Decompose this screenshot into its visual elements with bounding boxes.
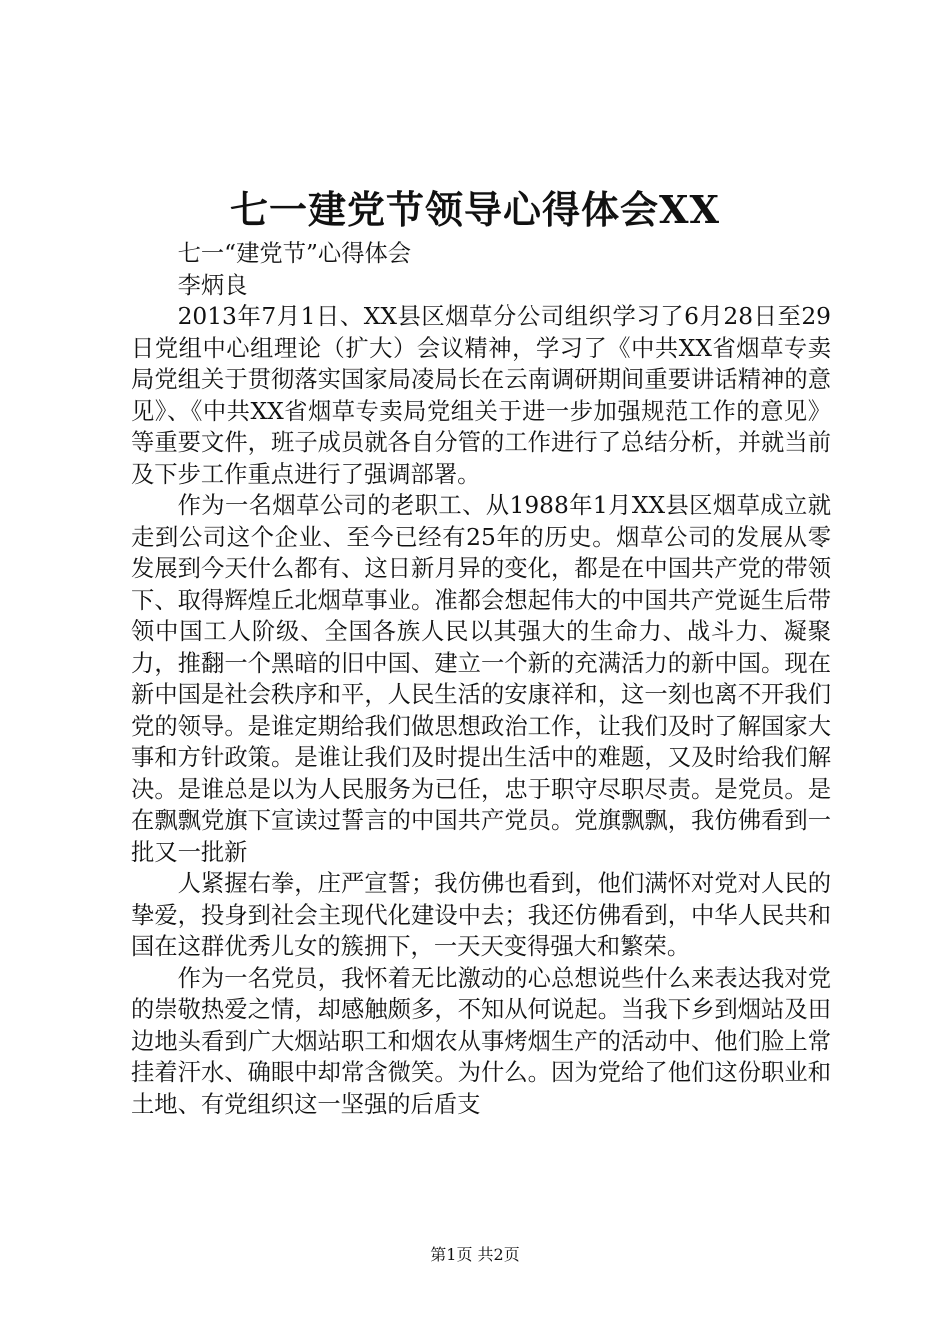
document-body xyxy=(131,238,831,1120)
document-title: 七一建党节领导心得体会XX xyxy=(230,187,720,232)
paragraph-2: 作为一名烟草公司的老职工、从1988年1月XX县区烟草成立就走到公司这个企业、至今已经有25年的历史。烟草公司的发展从零发展到今天什么都有、这日新月异的变化，都是在中国共产党的带领下、取得辉煌丘北烟草事业。准都会想起伟大的中国共产党诞生后带领中国工人阶级、全国各族人民以其强大的生命力、战斗力、凝聚力，推翻一个黑暗的旧中国、建立一个新的充满活力的新中国。现在新中国是社会秩序和平，人民生活的安康祥和，这一刻也离不开我们党的领导。是谁定期给我们做思想政治工作，让我们及时了解国家大事和方针政策。是谁让我们及时提出生活中的难题，又及时给我们解决。是谁总是以为人民服务为已任，忠于职守尽职尽责。是党员。是在飘飘党旗下宣读过誓言的中国共产党员。党旗飘飘，我仿佛看到一批又一批新 xyxy=(131,492,831,866)
paragraph-1: 2013年7月1日、XX县区烟草分公司组织学习了6月28日至29日党组中心组理论（扩大）会议精神，学习了《中共XX省烟草专卖局党组关于贯彻落实国家局凌局长在云南调研期间重要讲话精神的意见》、《中共XX省烟草专卖局党组关于进一步加强规范工作的意见》等重要文件，班子成员就各自分管的工作进行了总结分析，并就当前及下步工作重点进行了强调部署。 xyxy=(131,303,831,488)
page-number: 第1页 共2页 xyxy=(430,1245,520,1264)
paragraph-3: 人紧握右拳，庄严宣誓；我仿佛也看到，他们满怀对党对人民的挚爱，投身到社会主现代化建设中去；我还仿佛看到，中华人民共和国在这群优秀儿女的簇拥下，一天天变得强大和繁荣。 xyxy=(131,870,831,960)
author-line: 李炳良 xyxy=(177,271,248,299)
paragraph-4: 作为一名党员，我怀着无比激动的心总想说些什么来表达我对党的崇敬热爱之情，却感触颇多，不知从何说起。当我下乡到烟站及田边地头看到广大烟站职工和烟农从事烤烟生产的活动中、他们脸上常挂着汗水、确眼中却常含微笑。为什么。因为党给了他们这份职业和土地、有党组织这一坚强的后盾支 xyxy=(131,964,831,1118)
page-footer xyxy=(0,1244,950,1266)
subtitle-line: 七一“建党节”心得体会 xyxy=(177,240,412,267)
